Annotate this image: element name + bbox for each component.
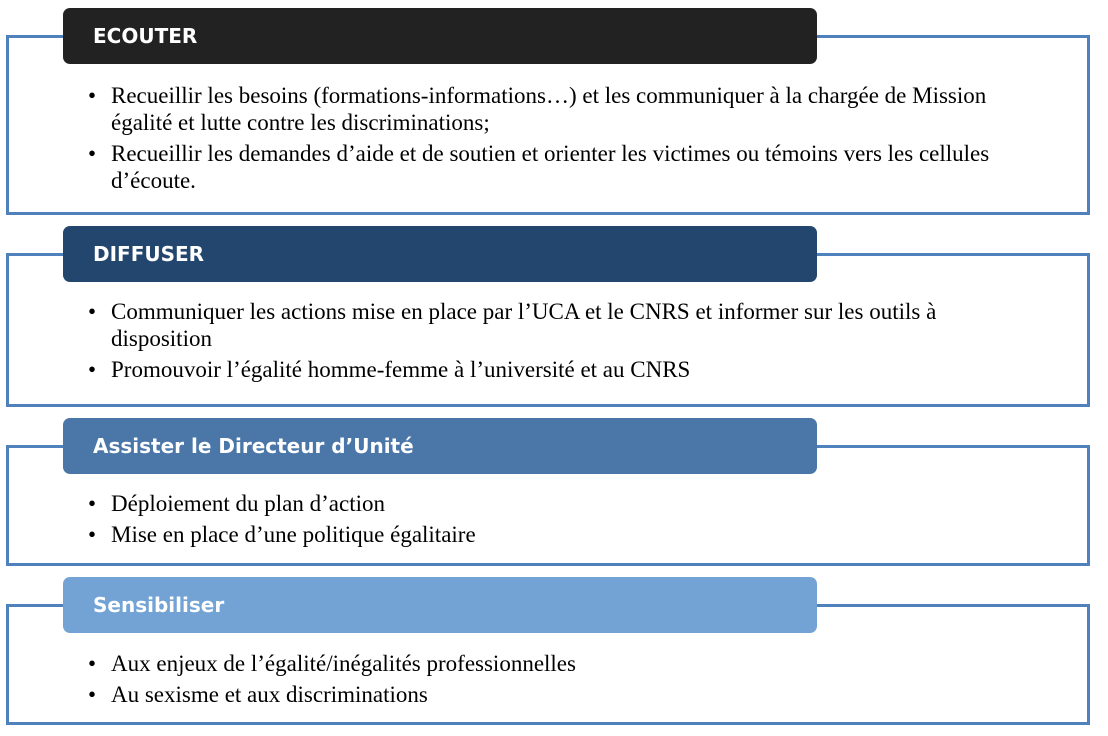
section-assister-header: Assister le Directeur d’Unité [63,418,817,474]
section-diffuser-header: DIFFUSER [63,226,817,282]
list-item-text: Communiquer les actions mise en place par l’UCA et le CNRS et informer sur les outils à disposition [111,299,937,351]
section-ecouter-header: ECOUTER [63,8,817,64]
list-item-text: Déploiement du plan d’action [111,491,386,516]
list-item-text: Aux enjeux de l’égalité/inégalités professionnelles [111,651,576,676]
section-diffuser-list [88,298,1008,387]
list-item-text: Mise en place d’une politique égalitaire [111,522,476,547]
list-item [88,681,1008,708]
section-ecouter-list [88,82,1008,198]
bullet-icon: • [88,491,97,516]
list-item-text: Recueillir les demandes d’aide et de soutien et orienter les victimes ou témoins vers les cellules d’écoute. [111,141,990,193]
bullet-icon: • [88,651,97,676]
list-item [88,521,1008,548]
section-assister-list [88,490,1008,552]
bullet-icon: • [88,522,97,547]
bullet-icon: • [88,299,97,324]
list-item [88,298,1008,352]
list-item [88,490,1008,517]
section-sensibiliser-list [88,650,1008,712]
section-sensibiliser-header: Sensibiliser [63,577,817,633]
list-item [88,140,1008,194]
bullet-icon: • [88,357,97,382]
list-item [88,650,1008,677]
list-item-text: Au sexisme et aux discriminations [111,682,428,707]
bullet-icon: • [88,83,97,108]
list-item [88,82,1008,136]
list-item [88,356,1008,383]
bullet-icon: • [88,682,97,707]
bullet-icon: • [88,141,97,166]
list-item-text: Promouvoir l’égalité homme-femme à l’université et au CNRS [111,357,691,382]
list-item-text: Recueillir les besoins (formations-informations…) et les communiquer à la chargée de Mission égalité et lutte contre les discriminations; [111,83,987,135]
